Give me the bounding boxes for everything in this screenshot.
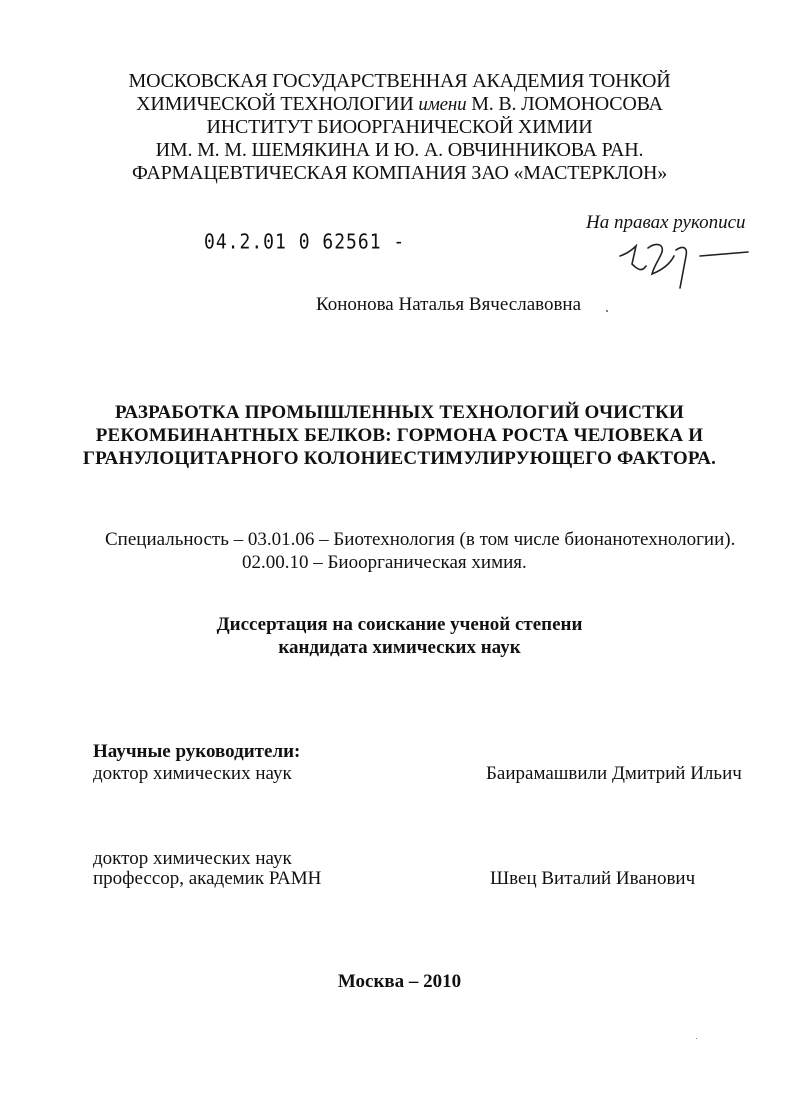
supervisor-1-name: Баирамашвили Дмитрий Ильич bbox=[486, 763, 742, 784]
supervisor-2-name: Швец Виталий Иванович bbox=[490, 868, 696, 889]
title-line-2: РЕКОМБИНАНТНЫХ БЕЛКОВ: ГОРМОНА РОСТА ЧЕЛОВЕКА И bbox=[95, 425, 704, 446]
supervisor-2-title-line-2: профессор, академик РАМН bbox=[93, 868, 322, 889]
scan-speck bbox=[696, 1038, 697, 1039]
institution-line-1: МОСКОВСКАЯ ГОСУДАРСТВЕННАЯ АКАДЕМИЯ ТОНКОЙ bbox=[128, 70, 671, 92]
supervisors-heading: Научные руководители: bbox=[93, 741, 301, 762]
footer-city-year: Москва – 2010 bbox=[337, 971, 462, 992]
signature-icon bbox=[612, 236, 752, 296]
specialty-line-2: 02.00.10 – Биоорганическая химия. bbox=[242, 552, 527, 573]
registration-stamp: 04.2.01 0 62561 - bbox=[204, 230, 406, 255]
title-line-3: ГРАНУЛОЦИТАРНОГО КОЛОНИЕСТИМУЛИРУЮЩЕГО ФАКТОРА. bbox=[82, 448, 717, 469]
institution-line-3: ИНСТИТУТ БИООРГАНИЧЕСКОЙ ХИМИИ bbox=[206, 116, 593, 138]
specialty-line-1: Специальность – 03.01.06 – Биотехнология (в том числе бионанотехнологии). bbox=[105, 529, 736, 550]
degree-line-2: кандидата химических наук bbox=[278, 637, 521, 658]
supervisor-2-title-line-1: доктор химических наук bbox=[93, 848, 292, 869]
manuscript-note: На правах рукописи bbox=[586, 212, 746, 233]
institution-line-2-imeni: имени bbox=[418, 94, 467, 115]
institution-line-5: ФАРМАЦЕВТИЧЕСКАЯ КОМПАНИЯ ЗАО «МАСТЕРКЛОН» bbox=[131, 162, 668, 184]
scan-speck bbox=[606, 310, 608, 312]
institution-line-2-start: ХИМИЧЕСКОЙ ТЕХНОЛОГИИ bbox=[136, 93, 419, 115]
institution-line-2-end: М. В. ЛОМОНОСОВА bbox=[466, 93, 663, 115]
institution-line-4: ИМ. М. М. ШЕМЯКИНА И Ю. А. ОВЧИННИКОВА РАН. bbox=[155, 139, 644, 161]
institution-line-2 bbox=[0, 93, 799, 116]
degree-line-1: Диссертация на соискание ученой степени bbox=[216, 614, 583, 635]
title-line-1: РАЗРАБОТКА ПРОМЫШЛЕННЫХ ТЕХНОЛОГИЙ ОЧИСТКИ bbox=[115, 402, 684, 423]
author-name: Кононова Наталья Вячеславовна bbox=[316, 294, 582, 315]
supervisor-1-title: доктор химических наук bbox=[93, 763, 292, 784]
